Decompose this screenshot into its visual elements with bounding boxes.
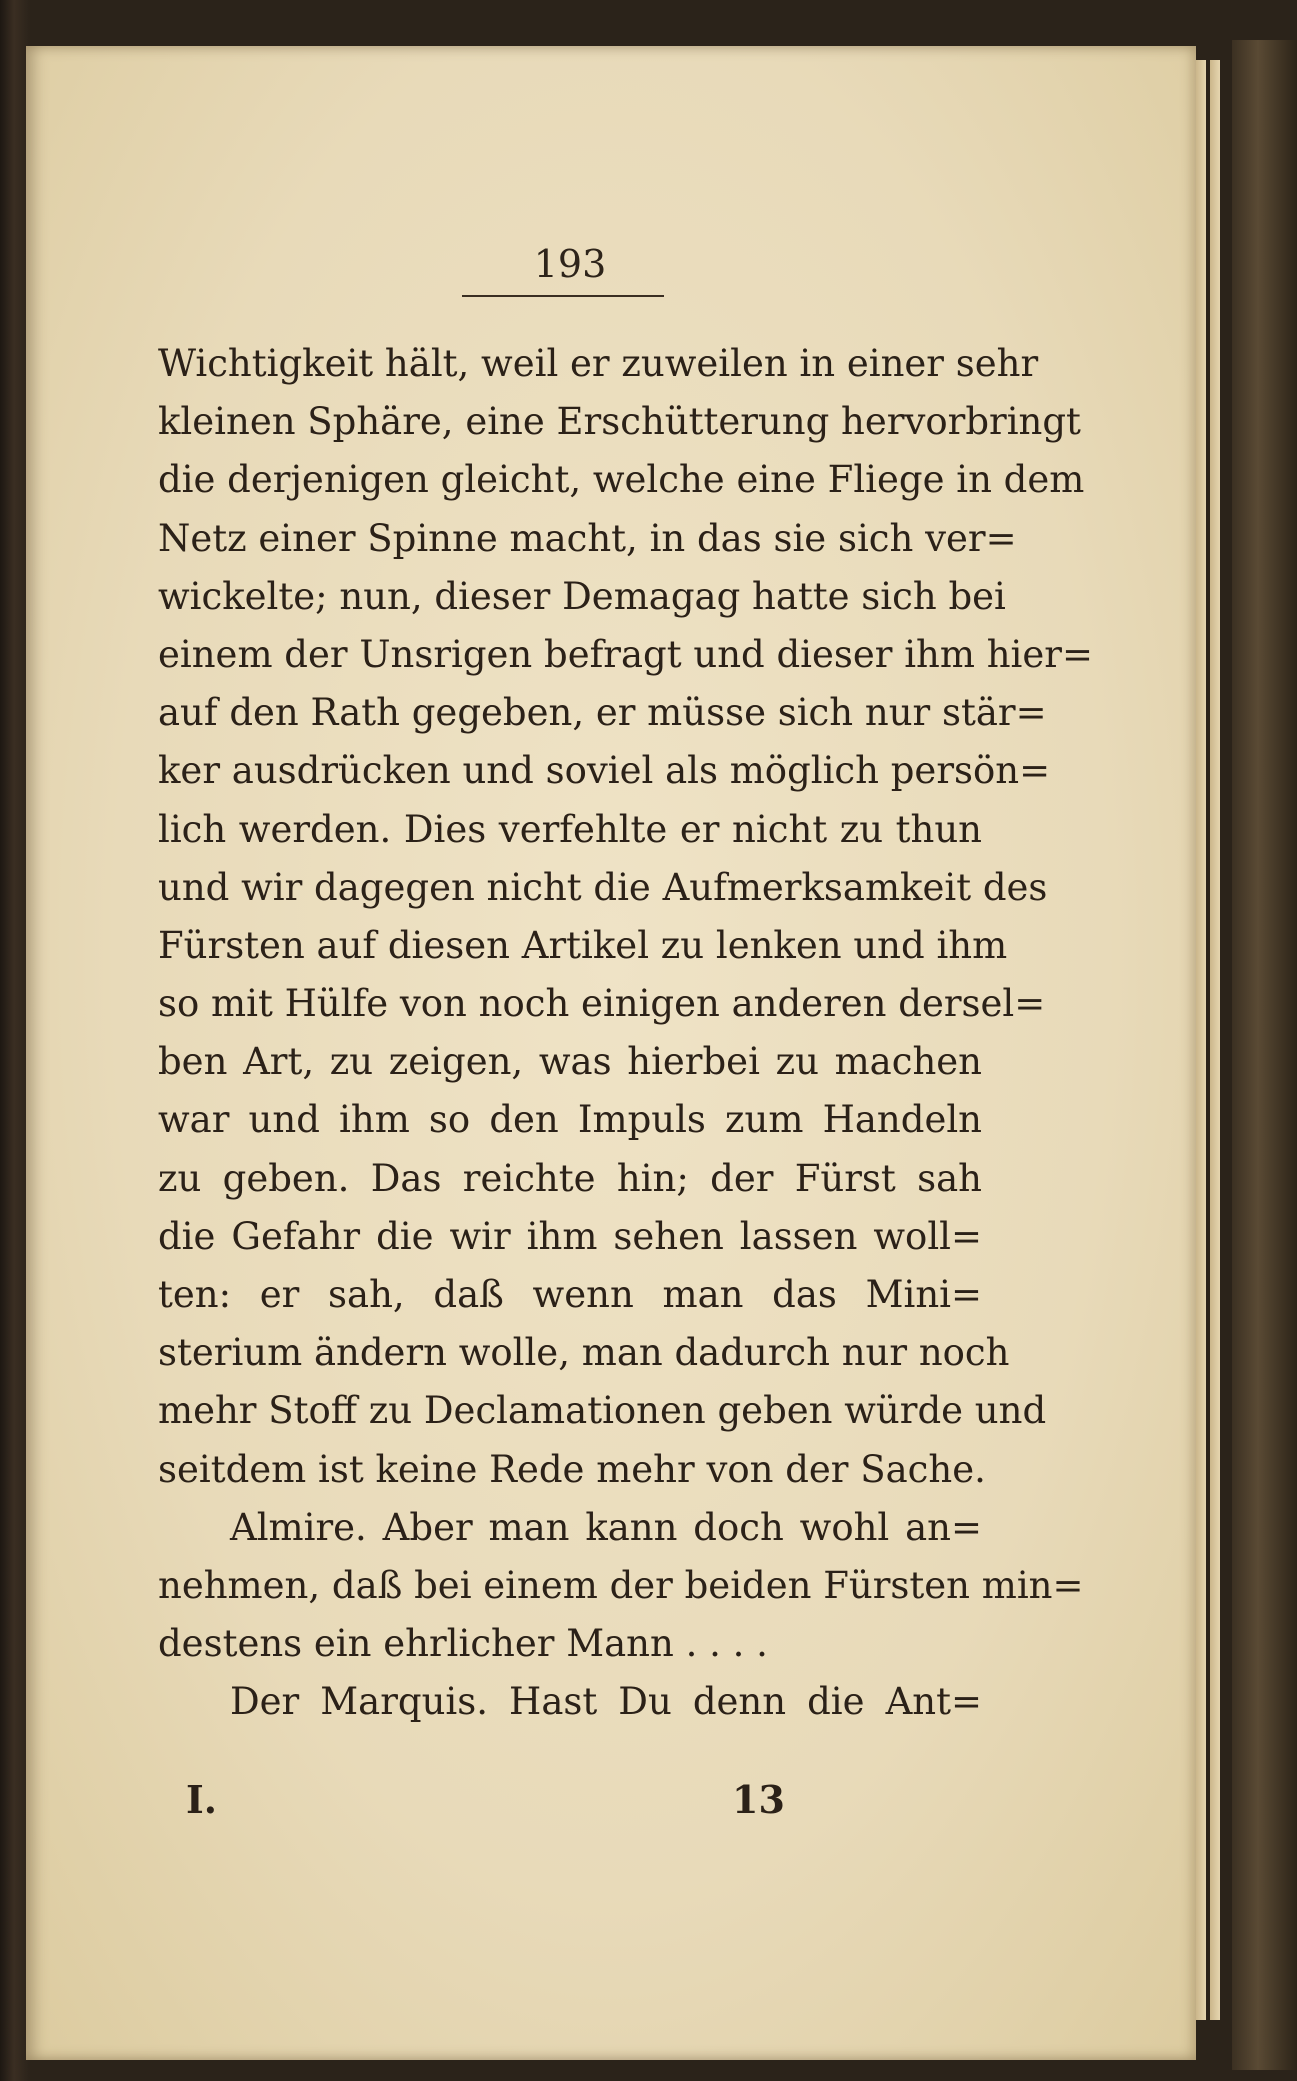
page-number: 193 bbox=[533, 242, 607, 286]
text-line: wickelte; nun, dieser Demagag hatte sich bei bbox=[158, 574, 1006, 618]
text-line: und wir dagegen nicht die Aufmerksamkeit des bbox=[158, 865, 1048, 909]
text-line: so mit Hülfe von noch einigen anderen dersel= bbox=[158, 982, 1046, 1026]
text-line: ben Art, zu zeigen, was hierbei zu machen bbox=[158, 1040, 982, 1084]
text-line: auf den Rath gegeben, er müsse sich nur stär= bbox=[158, 691, 1047, 735]
text-line: Der Marquis. Hast Du denn die Ant= bbox=[230, 1680, 982, 1724]
text-line: nehmen, daß bei einem der beiden Fürsten min= bbox=[158, 1563, 1084, 1607]
text-line: mehr Stoff zu Declamationen geben würde und bbox=[158, 1389, 1047, 1433]
header-rule bbox=[462, 295, 664, 297]
text-line: Wichtigkeit hält, weil er zuweilen in einer sehr bbox=[158, 342, 1039, 385]
text-line: kleinen Sphäre, eine Erschütterung hervorbringt bbox=[158, 400, 1081, 444]
signature-mark: I. bbox=[186, 1777, 218, 1822]
text-line: lich werden. Dies verfehlte er nicht zu thun bbox=[158, 807, 982, 851]
text-line: destens ein ehrlicher Mann . . . . bbox=[158, 1622, 768, 1666]
signature-number: 13 bbox=[732, 1777, 785, 1822]
page-edge bbox=[1210, 60, 1220, 2020]
text-line: Fürsten auf diesen Artikel zu lenken und ihm bbox=[158, 923, 1008, 967]
text-line: ten: er sah, daß wenn man das Mini= bbox=[158, 1273, 982, 1316]
text-line: einem der Unsrigen befragt und dieser ihm hier= bbox=[158, 632, 1093, 676]
text-line: die Gefahr die wir ihm sehen lassen woll= bbox=[158, 1214, 982, 1258]
text-line: zu geben. Das reichte hin; der Fürst sah bbox=[158, 1156, 982, 1200]
page-edge bbox=[1196, 60, 1206, 2020]
text-line: sterium ändern wolle, man dadurch nur noch bbox=[158, 1331, 1010, 1375]
text-line: Almire. Aber man kann doch wohl an= bbox=[230, 1505, 982, 1549]
text-line: die derjenigen gleicht, welche eine Fliege in dem bbox=[158, 458, 1085, 502]
text-line: Netz einer Spinne macht, in das sie sich ver= bbox=[158, 516, 1017, 560]
text-line: war und ihm so den Impuls zum Handeln bbox=[158, 1098, 982, 1142]
text-line: ker ausdrücken und soviel als möglich persön= bbox=[158, 749, 1051, 793]
text-block bbox=[158, 335, 1093, 1732]
book-cover-edge bbox=[1232, 40, 1297, 2070]
text-line: seitdem ist keine Rede mehr von der Sache. bbox=[158, 1447, 986, 1491]
